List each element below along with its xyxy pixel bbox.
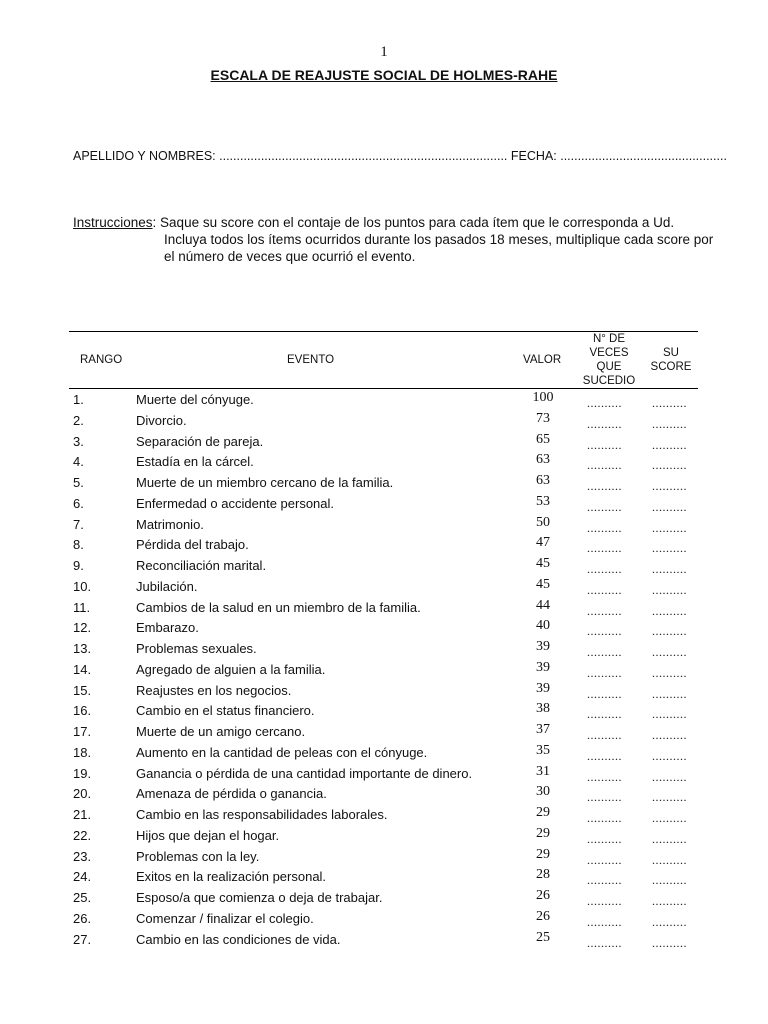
times-occurred-field[interactable]: .......... bbox=[587, 935, 622, 950]
event-cell: Pérdida del trabajo. bbox=[136, 537, 249, 553]
value-cell: 53 bbox=[536, 493, 550, 509]
rank-cell: 1. bbox=[73, 392, 84, 407]
date-label: FECHA: bbox=[510, 149, 557, 163]
table-row bbox=[69, 783, 698, 804]
value-cell: 73 bbox=[536, 410, 550, 426]
value-cell: 26 bbox=[536, 888, 550, 903]
score-field[interactable]: .......... bbox=[652, 562, 687, 576]
value-cell: 25 bbox=[536, 929, 550, 945]
score-field[interactable]: .......... bbox=[652, 831, 687, 846]
instructions-label: Instrucciones bbox=[73, 215, 153, 230]
score-field[interactable]: .......... bbox=[652, 728, 687, 742]
score-field[interactable]: .......... bbox=[652, 707, 687, 722]
rank-cell: 22. bbox=[73, 827, 92, 843]
header-valor: VALOR bbox=[523, 354, 562, 366]
score-field[interactable]: .......... bbox=[652, 624, 687, 639]
score-field[interactable]: .......... bbox=[652, 437, 687, 452]
rank-cell: 3. bbox=[73, 433, 84, 449]
score-field[interactable]: .......... bbox=[652, 458, 687, 473]
times-occurred-field[interactable]: .......... bbox=[587, 541, 622, 556]
event-cell: Problemas con la ley. bbox=[136, 848, 260, 864]
event-cell: Cambio en el status financiero. bbox=[136, 703, 315, 719]
times-occurred-field[interactable]: .......... bbox=[587, 686, 622, 701]
rank-cell: 25. bbox=[73, 890, 92, 905]
event-cell: Aumento en la cantidad de peleas con el cónyuge. bbox=[136, 744, 428, 760]
value-cell: 29 bbox=[536, 825, 550, 841]
name-label: APELLIDO Y NOMBRES: bbox=[73, 149, 216, 163]
score-field[interactable]: .......... bbox=[652, 914, 687, 929]
value-cell: 100 bbox=[532, 390, 554, 405]
document-title bbox=[0, 67, 768, 83]
table-row bbox=[69, 576, 698, 597]
event-cell: Divorcio. bbox=[136, 412, 187, 428]
table-row bbox=[69, 431, 698, 452]
rank-cell: 10. bbox=[73, 578, 92, 594]
header-score: SU SCORE bbox=[650, 347, 692, 373]
table-row bbox=[69, 846, 698, 867]
times-occurred-field[interactable]: .......... bbox=[587, 665, 622, 680]
rank-cell: 18. bbox=[73, 744, 92, 760]
rank-cell: 15. bbox=[73, 682, 92, 698]
score-field[interactable]: .......... bbox=[652, 396, 687, 410]
value-cell: 44 bbox=[536, 597, 550, 613]
times-occurred-field[interactable]: .......... bbox=[587, 603, 622, 618]
table-row bbox=[69, 804, 698, 825]
value-cell: 39 bbox=[536, 680, 550, 696]
table-body bbox=[69, 389, 698, 949]
event-cell: Enfermedad o accidente personal. bbox=[136, 495, 335, 511]
event-cell: Comenzar / finalizar el colegio. bbox=[136, 910, 314, 926]
times-occurred-field[interactable]: .......... bbox=[587, 811, 622, 825]
rank-cell: 19. bbox=[73, 765, 92, 781]
rank-cell: 17. bbox=[73, 724, 92, 739]
value-cell: 50 bbox=[536, 514, 550, 530]
rank-cell: 7. bbox=[73, 516, 84, 532]
score-field[interactable]: .......... bbox=[652, 894, 687, 908]
table-row bbox=[69, 451, 698, 472]
event-cell: Hijos que dejan el hogar. bbox=[136, 827, 280, 843]
rank-cell: 27. bbox=[73, 931, 92, 947]
table-row bbox=[69, 493, 698, 514]
value-cell: 63 bbox=[536, 452, 550, 468]
value-cell: 28 bbox=[536, 867, 550, 883]
times-occurred-field[interactable]: .......... bbox=[587, 873, 622, 888]
value-cell: 38 bbox=[536, 701, 550, 717]
rank-cell: 5. bbox=[73, 475, 84, 490]
times-occurred-field[interactable]: .......... bbox=[587, 582, 622, 597]
value-cell: 47 bbox=[536, 535, 550, 551]
event-cell: Jubilación. bbox=[136, 578, 198, 594]
event-cell: Exitos en la realización personal. bbox=[136, 869, 327, 885]
table-row bbox=[69, 825, 698, 846]
rank-cell: 23. bbox=[73, 848, 92, 864]
value-cell: 37 bbox=[536, 722, 550, 737]
rank-cell: 2. bbox=[73, 412, 84, 428]
rank-cell: 16. bbox=[73, 703, 92, 719]
times-occurred-field[interactable]: .......... bbox=[587, 894, 622, 908]
rank-cell: 11. bbox=[73, 599, 91, 615]
score-field[interactable]: .......... bbox=[652, 582, 687, 597]
times-occurred-field[interactable]: .......... bbox=[587, 914, 622, 929]
value-cell: 35 bbox=[536, 742, 550, 758]
score-field[interactable]: .......... bbox=[652, 416, 687, 431]
event-cell: Estadía en la cárcel. bbox=[136, 454, 254, 470]
score-field[interactable]: .......... bbox=[652, 873, 687, 888]
value-cell: 26 bbox=[536, 908, 550, 924]
score-field[interactable]: .......... bbox=[652, 645, 687, 659]
rank-cell: 9. bbox=[73, 558, 84, 573]
value-cell: 45 bbox=[536, 576, 550, 592]
table-row bbox=[69, 389, 698, 410]
instructions-line-2: Incluya todos los ítems ocurridos durante los pasados 18 meses, multiplique cada score por bbox=[164, 232, 714, 247]
rank-cell: 21. bbox=[73, 807, 92, 822]
table-row bbox=[69, 742, 698, 763]
event-cell: Cambios de la salud en un miembro de la familia. bbox=[136, 599, 421, 615]
score-field[interactable]: .......... bbox=[652, 811, 687, 825]
instructions-line-1: : Saque su score con el contaje de los puntos para cada ítem que le corresponda a Ud. bbox=[152, 215, 675, 230]
value-cell: 45 bbox=[536, 556, 550, 571]
times-occurred-field[interactable]: .......... bbox=[587, 728, 622, 742]
value-cell: 29 bbox=[536, 846, 550, 862]
table-row bbox=[69, 472, 698, 493]
score-field[interactable]: .......... bbox=[652, 748, 687, 763]
name-date-line bbox=[73, 149, 727, 163]
value-cell: 39 bbox=[536, 639, 550, 654]
score-field[interactable]: .......... bbox=[652, 769, 687, 784]
value-cell: 39 bbox=[536, 659, 550, 675]
times-occurred-field[interactable]: .......... bbox=[587, 707, 622, 722]
score-field[interactable]: .......... bbox=[652, 935, 687, 950]
event-cell: Muerte del cónyuge. bbox=[136, 392, 254, 407]
times-occurred-field[interactable]: .......... bbox=[587, 645, 622, 659]
rank-cell: 24. bbox=[73, 869, 92, 885]
event-cell: Separación de pareja. bbox=[136, 433, 264, 449]
value-cell: 40 bbox=[536, 618, 550, 634]
table-row bbox=[69, 763, 698, 784]
times-occurred-field[interactable]: .......... bbox=[587, 769, 622, 784]
event-cell: Cambio en las condiciones de vida. bbox=[136, 931, 341, 947]
value-cell: 31 bbox=[536, 763, 550, 779]
event-cell: Reconciliación marital. bbox=[136, 558, 267, 573]
value-cell: 29 bbox=[536, 805, 550, 820]
rank-cell: 14. bbox=[73, 661, 92, 677]
table-row bbox=[69, 410, 698, 431]
event-cell: Muerte de un miembro cercano de la familia. bbox=[136, 475, 394, 490]
score-field[interactable]: .......... bbox=[652, 603, 687, 618]
event-cell: Agregado de alguien a la familia. bbox=[136, 661, 326, 677]
rank-cell: 13. bbox=[73, 641, 92, 656]
table-header bbox=[69, 331, 698, 389]
event-cell: Problemas sexuales. bbox=[136, 641, 257, 656]
score-field[interactable]: .......... bbox=[652, 790, 687, 805]
times-occurred-field[interactable]: .......... bbox=[587, 416, 622, 431]
rank-cell: 8. bbox=[73, 537, 84, 553]
header-rango: RANGO bbox=[80, 354, 123, 366]
table-row bbox=[69, 534, 698, 555]
event-cell: Reajustes en los negocios. bbox=[136, 682, 292, 698]
rank-cell: 26. bbox=[73, 910, 92, 926]
times-occurred-field[interactable]: .......... bbox=[587, 520, 622, 535]
table-row bbox=[69, 887, 698, 908]
event-cell: Muerte de un amigo cercano. bbox=[136, 724, 306, 739]
events-table bbox=[69, 331, 698, 949]
document-title-text: ESCALA DE REAJUSTE SOCIAL DE HOLMES-RAHE bbox=[210, 67, 558, 83]
times-occurred-field[interactable]: .......... bbox=[587, 852, 622, 867]
event-cell: Matrimonio. bbox=[136, 516, 204, 532]
table-row bbox=[69, 721, 698, 742]
event-cell: Embarazo. bbox=[136, 620, 199, 636]
times-occurred-field[interactable]: .......... bbox=[587, 790, 622, 805]
instructions bbox=[73, 214, 713, 265]
score-field[interactable]: .......... bbox=[652, 686, 687, 701]
value-cell: 30 bbox=[536, 784, 550, 800]
times-occurred-field[interactable]: .......... bbox=[587, 458, 622, 473]
value-cell: 65 bbox=[536, 431, 550, 447]
table-row bbox=[69, 866, 698, 887]
table-row bbox=[69, 514, 698, 535]
event-cell: Amenaza de pérdida o ganancia. bbox=[136, 786, 327, 802]
score-field[interactable]: .......... bbox=[652, 499, 687, 514]
table-row bbox=[69, 680, 698, 701]
times-occurred-field[interactable]: .......... bbox=[587, 437, 622, 452]
score-field[interactable]: .......... bbox=[652, 665, 687, 680]
table-row bbox=[69, 908, 698, 929]
times-occurred-field[interactable]: .......... bbox=[587, 624, 622, 639]
rank-cell: 12. bbox=[73, 620, 92, 636]
page-number: 1 bbox=[380, 44, 388, 60]
header-evento: EVENTO bbox=[287, 354, 335, 366]
times-occurred-field[interactable]: .......... bbox=[587, 499, 622, 514]
score-field[interactable]: .......... bbox=[652, 520, 687, 535]
score-field[interactable]: .......... bbox=[652, 852, 687, 867]
event-cell: Esposo/a que comienza o deja de trabajar. bbox=[136, 890, 383, 905]
instructions-line-3: el número de veces que ocurrió el evento. bbox=[164, 249, 416, 264]
event-cell: Ganancia o pérdida de una cantidad importante de dinero. bbox=[136, 765, 473, 781]
table-row bbox=[69, 659, 698, 680]
times-occurred-field[interactable]: .......... bbox=[587, 748, 622, 763]
score-field[interactable]: .......... bbox=[652, 541, 687, 556]
value-cell: 63 bbox=[536, 473, 550, 488]
score-field[interactable]: .......... bbox=[652, 479, 687, 493]
rank-cell: 20. bbox=[73, 786, 92, 802]
times-occurred-field[interactable]: .......... bbox=[587, 562, 622, 576]
event-cell: Cambio en las responsabilidades laborales. bbox=[136, 807, 388, 822]
header-veces: N° DE VECES QUE SUCEDIO bbox=[582, 333, 636, 387]
table-row bbox=[69, 555, 698, 576]
table-row bbox=[69, 597, 698, 618]
table-row bbox=[69, 929, 698, 950]
table-row bbox=[69, 638, 698, 659]
times-occurred-field[interactable]: .......... bbox=[587, 396, 622, 410]
name-field[interactable]: ................................................................................... bbox=[219, 149, 508, 163]
table-row bbox=[69, 700, 698, 721]
date-field[interactable]: ................................................ bbox=[560, 149, 727, 163]
rank-cell: 6. bbox=[73, 495, 84, 511]
times-occurred-field[interactable]: .......... bbox=[587, 831, 622, 846]
table-row bbox=[69, 617, 698, 638]
times-occurred-field[interactable]: .......... bbox=[587, 479, 622, 493]
rank-cell: 4. bbox=[73, 454, 84, 470]
